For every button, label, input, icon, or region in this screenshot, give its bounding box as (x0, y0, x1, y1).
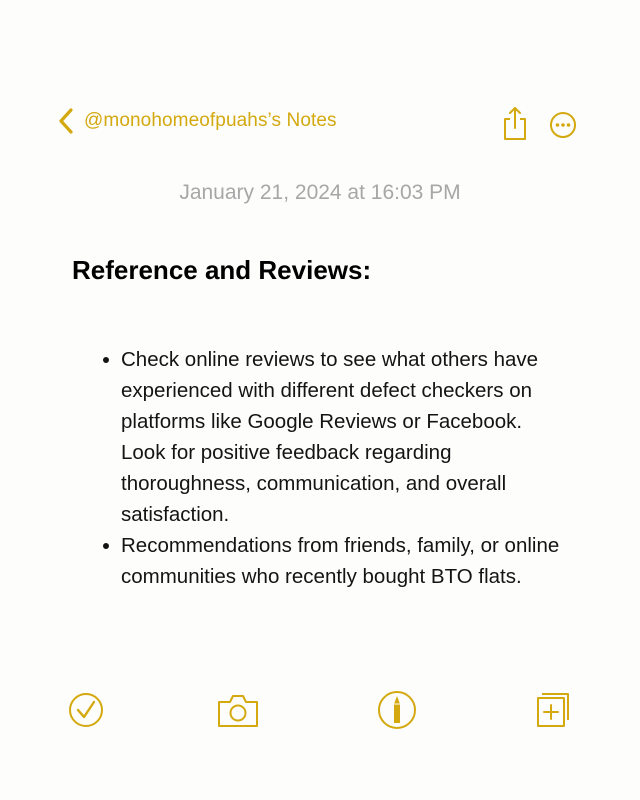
list-item[interactable] (121, 530, 561, 592)
share-button[interactable] (500, 104, 530, 144)
checklist-icon (66, 690, 106, 730)
checklist-button[interactable] (66, 690, 106, 730)
more-options-icon (548, 127, 578, 144)
nav-header (58, 104, 582, 148)
markup-button[interactable] (377, 690, 417, 730)
back-button-label: @monohomeofpuahs’s Notes (84, 110, 337, 131)
camera-icon (216, 690, 256, 730)
camera-button[interactable] (216, 690, 256, 730)
list-item-text: Recommendations from friends, family, or online communities who recently bought BTO flats. (121, 534, 560, 588)
bottom-toolbar (0, 690, 640, 732)
new-note-button[interactable] (534, 690, 574, 730)
share-icon (500, 131, 530, 148)
note-bullet-list[interactable] (121, 344, 561, 592)
markup-pen-icon (377, 690, 417, 730)
list-item[interactable] (121, 344, 561, 530)
bullet-dot (103, 543, 109, 549)
list-item-text: Check online reviews to see what others have experienced with different defect checkers on platforms like Google Reviews or Facebook. Look for positive feedback regarding thoroughness, communication, and overall satisfaction. (121, 348, 539, 526)
new-note-icon (534, 690, 574, 730)
note-title[interactable]: Reference and Reviews: (72, 255, 372, 285)
bullet-dot (103, 357, 109, 363)
back-button[interactable] (58, 108, 337, 134)
note-date: January 21, 2024 at 16:03 PM (179, 181, 461, 204)
chevron-left-icon (58, 108, 74, 134)
more-options-button[interactable] (548, 110, 578, 140)
